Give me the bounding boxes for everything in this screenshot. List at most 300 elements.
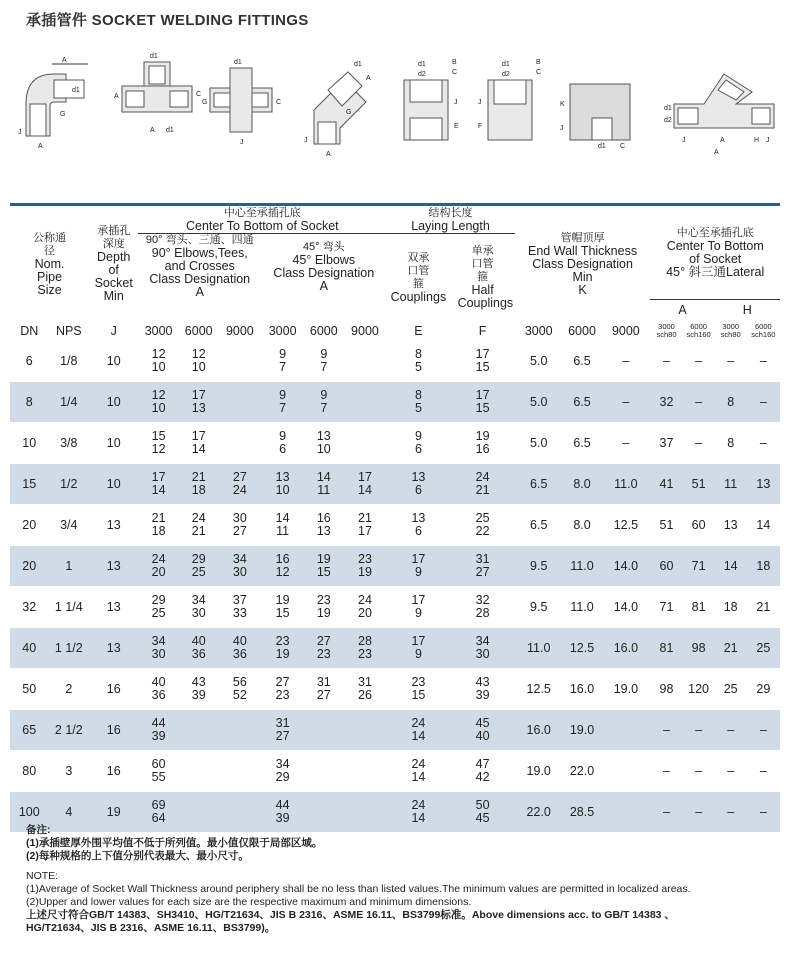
table-row — [10, 505, 780, 546]
elbow45-cell — [261, 751, 304, 792]
elbow45-cell-min: 11 — [276, 524, 290, 538]
elbow45-cell-min: 19 — [358, 565, 372, 579]
lateral-a-cell: – — [683, 751, 715, 792]
elbow45-cell-max: 21 — [358, 511, 372, 525]
lateral-a-cell: – — [650, 341, 682, 382]
svg-text:A: A — [720, 137, 725, 144]
elbow45-cell-max: 9 — [320, 388, 328, 402]
lateral-a-cell: 81 — [683, 587, 715, 628]
lateral-h-cell: – — [747, 423, 780, 464]
half-coupling-cell-max: 43 — [475, 675, 490, 689]
coupling-cell — [386, 710, 450, 751]
elbow90-cell-min: 14 — [191, 442, 206, 456]
coupling-cell-max: 17 — [411, 634, 426, 648]
cap-thickness-cell: 14.0 — [601, 546, 650, 587]
depth-cell: 16 — [89, 751, 138, 792]
lateral-h-header: H — [742, 302, 752, 317]
svg-text:A: A — [38, 143, 43, 150]
elbow90-cell-max: 12 — [151, 388, 166, 402]
depth-cell: 13 — [89, 628, 138, 669]
cap-thickness-cell: 16.0 — [601, 628, 650, 669]
elbow90-cell-min: 25 — [191, 565, 206, 579]
note-en-1: (1)Average of Socket Wall Thickness around periphery shall be no less than listed values.The minimum values are permitted in localized areas. — [26, 883, 691, 895]
nom-size-header: 公称通径 Nom. Pipe Size — [33, 231, 67, 297]
elbow45-cell — [304, 464, 344, 505]
elbow90-cell — [218, 546, 261, 587]
coupling-cell-max: 24 — [411, 716, 426, 730]
elbow45-cell — [344, 464, 387, 505]
svg-text:A: A — [62, 57, 67, 64]
half-coupling-cell-max: 17 — [475, 347, 490, 361]
lateral-a-cell: 120 — [683, 669, 715, 710]
svg-text:d2: d2 — [502, 71, 510, 78]
cap-thickness-cell: 11.0 — [563, 546, 601, 587]
half-coupling-cell-min: 16 — [475, 442, 490, 456]
elbow90-cell — [138, 587, 179, 628]
elbow90-cell-max: 34 — [232, 552, 247, 566]
elbow45-cell — [304, 587, 344, 628]
elbow90-cell — [138, 341, 179, 382]
cap-thickness-cell: 6.5 — [515, 464, 563, 505]
elbow45-cell — [304, 628, 344, 669]
elbow90-cell-max: 24 — [191, 511, 206, 525]
elbow45-cell-max: 19 — [275, 593, 290, 607]
lateral-h-cell: – — [715, 710, 747, 751]
elbow90-cell — [218, 669, 261, 710]
elbow45-cell — [304, 423, 344, 464]
table-row — [10, 464, 780, 505]
svg-text:J: J — [766, 137, 770, 144]
cap-thickness-cell: 6.5 — [563, 341, 601, 382]
coupling-cell-max: 23 — [411, 675, 426, 689]
lateral-h-cell: 25 — [747, 628, 780, 669]
coupling-cell-min: 15 — [411, 688, 426, 702]
svg-text:d2: d2 — [418, 71, 426, 78]
elbow90-cell-max: 40 — [191, 634, 206, 648]
svg-text:A: A — [114, 93, 119, 100]
cap-thickness-cell: 5.0 — [515, 382, 563, 423]
elbow45-cell-max: 9 — [320, 347, 328, 361]
half-coupling-cell — [451, 464, 515, 505]
svg-text:A: A — [326, 151, 331, 158]
elbow45-cell-min: 10 — [275, 483, 290, 497]
elbow45-cell — [344, 382, 387, 423]
half-coupling-cell — [451, 710, 515, 751]
cap-thickness-cell: 8.0 — [563, 505, 601, 546]
elbow45-cell — [261, 464, 304, 505]
elbow90-cell — [179, 382, 219, 423]
nps-cell: 1 1/2 — [48, 628, 89, 669]
elbow90-cell — [179, 751, 219, 792]
elbow90-cell-max: 60 — [151, 757, 166, 771]
depth-cell: 16 — [89, 710, 138, 751]
elbow45-cell — [304, 505, 344, 546]
lateral-a-cell: – — [683, 341, 715, 382]
half-couplings-header: 单承口管箍 Half Couplings — [457, 245, 514, 310]
elbow45-cell-min: 13 — [316, 524, 331, 538]
elbow90-cell-min: 13 — [191, 401, 206, 415]
elbow90-cell-max: 21 — [191, 470, 206, 484]
svg-text:J: J — [478, 99, 482, 106]
elbow90-cell-max: 15 — [151, 429, 166, 443]
svg-text:J: J — [454, 99, 458, 106]
elbow90-cell-min: 30 — [191, 606, 206, 620]
elbow90-cell — [179, 628, 219, 669]
elbow45-cell-min: 23 — [358, 647, 372, 661]
standards-line-2: HG/T21634、JIS B 2316、ASME 16.11、BS3799)。 — [26, 922, 276, 934]
dn-cell: 40 — [10, 628, 48, 669]
elbow90-cell-min: 14 — [151, 483, 166, 497]
elbow90-cell-min: 21 — [191, 524, 206, 538]
svg-text:A: A — [366, 75, 371, 82]
svg-text:d1: d1 — [166, 127, 174, 134]
nps-cell: 2 — [48, 669, 89, 710]
depth-cell: 13 — [89, 546, 138, 587]
coupling-cell-max: 13 — [411, 511, 426, 525]
elbow90-cell — [218, 628, 261, 669]
coupling-cell — [386, 382, 450, 423]
lateral-h-cell: – — [747, 382, 780, 423]
lateral-h-cell: 13 — [747, 464, 780, 505]
elbow45-cell-max: 16 — [275, 552, 290, 566]
tee-drawing — [114, 53, 201, 134]
nps-cell: 1/2 — [48, 464, 89, 505]
elbow45-cell-max: 23 — [316, 593, 331, 607]
elbow45-cell-max: 23 — [358, 552, 372, 566]
dn-cell: 8 — [10, 382, 48, 423]
elbow90-cell — [138, 628, 179, 669]
coupling-cell-min: 6 — [414, 483, 422, 497]
elbow45-cell — [261, 710, 304, 751]
svg-text:C: C — [276, 99, 282, 106]
fitting-drawings — [14, 44, 779, 174]
lateral-a-cell: – — [650, 751, 682, 792]
center-header: 中心至承插孔底 Center To Bottom of Socket — [138, 207, 386, 234]
coupling-cell — [386, 669, 450, 710]
cap-thickness-cell: 19.0 — [515, 751, 563, 792]
half-coupling-cell — [451, 505, 515, 546]
elbow90-cell-max: 43 — [191, 675, 206, 689]
elbow90-header: 90° 弯头、三通、四通 90° Elbows,Tees, and Crosses Class Designation A — [145, 234, 254, 299]
elbow90-cell — [179, 464, 219, 505]
lateral-a-cell: – — [683, 423, 715, 464]
half-coupling-cell-min: 28 — [475, 606, 490, 620]
dn-cell: 80 — [10, 751, 48, 792]
half-coupling-cell-min: 22 — [475, 524, 490, 538]
elbow90-cell — [218, 587, 261, 628]
svg-text:B: B — [452, 59, 457, 66]
coupling-cell-min: 9 — [414, 565, 422, 579]
elbow45-cell-max: 14 — [316, 470, 331, 484]
svg-text:d2: d2 — [664, 117, 672, 124]
elbow45-cell-min: 12 — [275, 565, 290, 579]
elbow45-cell-max: 28 — [358, 634, 372, 648]
elbow45-cell — [344, 710, 387, 751]
elbow45-cell-max: 31 — [358, 675, 372, 689]
elbow45-cell — [344, 669, 387, 710]
half-coupling-cell-max: 31 — [475, 552, 490, 566]
coupling-cell-max: 8 — [414, 347, 422, 361]
elbow45-cell-min: 6 — [279, 442, 287, 456]
depth-cell: 10 — [89, 464, 138, 505]
half-coupling-cell — [451, 341, 515, 382]
elbow45-cell-min: 19 — [275, 647, 290, 661]
elbow45-cell-min: 15 — [275, 606, 290, 620]
elbow45-cell — [344, 587, 387, 628]
half-coupling-cell — [451, 751, 515, 792]
elbow90-cell-min: 18 — [191, 483, 206, 497]
cap-thickness-cell: 8.0 — [563, 464, 601, 505]
svg-text:d1: d1 — [502, 61, 510, 68]
couplings-header: 双承口管箍 Couplings — [390, 251, 447, 304]
table-row — [10, 669, 780, 710]
cap-thickness-cell: 16.0 — [515, 710, 563, 751]
coupling-cell-min: 9 — [414, 647, 422, 661]
elbow90-cell-min: 36 — [191, 647, 206, 661]
elbow45-cell — [304, 669, 344, 710]
half-coupling-cell-min: 39 — [475, 688, 490, 702]
cap-thickness-cell: 12.5 — [515, 669, 563, 710]
nps-cell: 1 — [48, 546, 89, 587]
dn-cell: 20 — [10, 546, 48, 587]
lateral-a-cell: 71 — [650, 587, 682, 628]
elbow45-cell — [304, 710, 344, 751]
cap-thickness-cell: 6.5 — [563, 423, 601, 464]
cap-thickness-cell: 9.5 — [515, 546, 563, 587]
elbow90-cell-max: 34 — [151, 634, 166, 648]
lateral-a-cell: 60 — [650, 546, 682, 587]
elbow90-cell-max: 29 — [191, 552, 206, 566]
svg-text:A: A — [150, 127, 155, 134]
cap-thickness-cell: 16.0 — [563, 669, 601, 710]
elbow45-cell-max: 34 — [275, 757, 290, 771]
table-row — [10, 546, 780, 587]
svg-text:d1: d1 — [72, 87, 80, 94]
elbow45-cell-max: 9 — [279, 429, 287, 443]
elbow45-cell-max: 14 — [275, 511, 290, 525]
dn-cell: 6 — [10, 341, 48, 382]
elbow90-cell — [218, 382, 261, 423]
fittings-table — [10, 207, 780, 833]
depth-cell: 19 — [89, 792, 138, 833]
coupling-cell — [386, 505, 450, 546]
elbow90-cell-max: 44 — [151, 716, 166, 730]
lateral-a-cell: 81 — [650, 628, 682, 669]
elbow90-cell — [138, 546, 179, 587]
coupling-cell-min: 6 — [414, 442, 422, 456]
nps-cell: 1 1/4 — [48, 587, 89, 628]
elbow90-cell — [179, 423, 219, 464]
table-row — [10, 341, 780, 382]
lateral-a-header: A — [678, 302, 687, 317]
elbow45-cell — [261, 669, 304, 710]
svg-text:J: J — [240, 139, 244, 146]
lateral-a-cell: 60 — [683, 505, 715, 546]
cap-thickness-cell: 6.5 — [515, 505, 563, 546]
table-top-rule — [10, 203, 780, 206]
half-coupling-cell-min: 27 — [475, 565, 490, 579]
lateral-a-cell: 98 — [683, 628, 715, 669]
elbow90-cell-max: 69 — [151, 798, 166, 812]
half-coupling-cell-max: 17 — [475, 388, 490, 402]
elbow45-cell-max: 44 — [275, 798, 290, 812]
coupling-cell-min: 14 — [411, 811, 426, 825]
elbow45-cell — [304, 546, 344, 587]
coupling-cell — [386, 464, 450, 505]
elbow90-cell — [138, 464, 179, 505]
elbow90-cell — [218, 751, 261, 792]
coupling-cell-max: 13 — [411, 470, 426, 484]
cap-thickness-header: 管帽顶厚 End Wall Thickness Class Designation Min K — [528, 231, 638, 297]
dn-cell: 20 — [10, 505, 48, 546]
lateral-h-cell: – — [747, 341, 780, 382]
svg-text:d1: d1 — [150, 53, 158, 60]
elbow45-cell-max: 13 — [316, 429, 331, 443]
lateral-a-cell: 98 — [650, 669, 682, 710]
lateral-h-cell: 21 — [715, 628, 747, 669]
elbow90-cell — [179, 710, 219, 751]
coupling-cell-max: 8 — [414, 388, 422, 402]
elbow45-cell-min: 27 — [275, 729, 290, 743]
svg-text:K: K — [560, 101, 565, 108]
elbow45-cell-min: 7 — [279, 401, 287, 415]
nps-cell: 3/4 — [48, 505, 89, 546]
lateral-h-cell: 14 — [715, 546, 747, 587]
cap-thickness-cell: 11.0 — [563, 587, 601, 628]
elbow45-cell — [261, 505, 304, 546]
nps-cell: 3 — [48, 751, 89, 792]
cap-thickness-cell: 14.0 — [601, 587, 650, 628]
elbow90-cell — [179, 546, 219, 587]
lateral-a-cell: 71 — [683, 546, 715, 587]
elbow45-cell-max: 27 — [275, 675, 290, 689]
coupling-cell-min: 5 — [414, 360, 422, 374]
elbow45-cell-max: 27 — [316, 634, 331, 648]
elbow90-cell-min: 64 — [151, 811, 166, 825]
elbow45-cell-min: 14 — [358, 483, 372, 497]
elbow90-cell-max: 17 — [191, 429, 206, 443]
lateral-a-cell: – — [683, 792, 715, 833]
elbow90-cell-max: 17 — [191, 388, 206, 402]
elbow45-cell-max: 24 — [358, 593, 372, 607]
table-row — [10, 587, 780, 628]
elbow90-cell-max: 29 — [151, 593, 166, 607]
lateral-h-cell: 18 — [747, 546, 780, 587]
notes-zh-heading: 备注: — [26, 824, 51, 836]
elbow90-cell-min: 25 — [151, 606, 166, 620]
table-row — [10, 710, 780, 751]
lateral-h-cell: – — [715, 751, 747, 792]
nps-cell: 1/8 — [48, 341, 89, 382]
elbow45-cell-max: 19 — [316, 552, 331, 566]
table-row — [10, 382, 780, 423]
lateral-h-cell: 25 — [715, 669, 747, 710]
elbow90-cell-min: 12 — [151, 442, 166, 456]
lateral-a-cell: – — [650, 792, 682, 833]
elbow90-cell-max: 34 — [191, 593, 206, 607]
elbow45-cell — [261, 546, 304, 587]
note-en-2: (2)Upper and lower values for each size are the respective maximum and minimum dimensions. — [26, 896, 472, 908]
svg-text:H: H — [754, 137, 760, 144]
coupling-cell-max: 9 — [414, 429, 422, 443]
elbow45-cell-min: 10 — [316, 442, 331, 456]
elbow45-cell — [304, 382, 344, 423]
cap-thickness-cell: 11.0 — [515, 628, 563, 669]
half-coupling-cell-max: 19 — [475, 429, 490, 443]
lateral-a-cell: 51 — [683, 464, 715, 505]
laying-length-header: 结构长度 Laying Length — [386, 207, 514, 234]
elbow45-cell — [344, 628, 387, 669]
half-coupling-cell-min: 45 — [475, 811, 490, 825]
svg-text:B: B — [536, 59, 541, 66]
elbow90-cell-min: 39 — [191, 688, 206, 702]
elbow45-header: 45° 弯头 45° Elbows Class Designation A — [273, 240, 375, 293]
elbow45-cell — [304, 751, 344, 792]
elbow45-cell-min: 27 — [316, 688, 331, 702]
lateral-a-cell: – — [683, 382, 715, 423]
coupling-drawing — [404, 59, 459, 140]
elbow90-cell-min: 10 — [151, 401, 166, 415]
elbow90-cell-max: 21 — [151, 511, 166, 525]
half-coupling-cell-min: 40 — [475, 729, 490, 743]
note-zh-1: (1)承插壁厚外围平均值不低于所列值。最小值仅限于局部区域。 — [26, 837, 323, 849]
depth-cell: 10 — [89, 423, 138, 464]
svg-text:J: J — [18, 129, 22, 136]
coupling-cell — [386, 587, 450, 628]
elbow45-cell — [261, 628, 304, 669]
lateral-a-cell: 32 — [650, 382, 682, 423]
half-coupling-cell-min: 21 — [475, 483, 490, 497]
cap-thickness-cell: 22.0 — [515, 792, 563, 833]
svg-text:J: J — [304, 137, 308, 144]
svg-text:J: J — [682, 137, 686, 144]
lateral-h-cell: – — [747, 792, 780, 833]
elbow90-cell — [179, 341, 219, 382]
elbow-45-drawing — [304, 61, 371, 158]
elbow90-cell-max: 12 — [151, 347, 166, 361]
half-coupling-cell — [451, 546, 515, 587]
lateral-h-cell: – — [715, 341, 747, 382]
half-coupling-drawing — [478, 59, 541, 140]
coupling-cell-min: 14 — [411, 770, 426, 784]
half-coupling-cell — [451, 628, 515, 669]
half-coupling-cell-max: 34 — [475, 634, 490, 648]
lateral-h-cell: 29 — [747, 669, 780, 710]
nps-cell: 4 — [48, 792, 89, 833]
elbow90-cell-min: 20 — [151, 565, 166, 579]
half-coupling-cell-max: 24 — [475, 470, 490, 484]
elbow45-cell-max: 31 — [275, 716, 290, 730]
elbow45-cell-min: 17 — [358, 524, 372, 538]
elbow45-cell — [344, 423, 387, 464]
elbow90-cell-max: 40 — [151, 675, 166, 689]
svg-text:d1: d1 — [354, 61, 362, 68]
cap-thickness-cell: 6.5 — [563, 382, 601, 423]
elbow45-cell-max: 23 — [275, 634, 290, 648]
elbow45-cell — [261, 341, 304, 382]
elbow45-cell — [261, 423, 304, 464]
elbow90-cell-max: 24 — [151, 552, 166, 566]
elbow45-cell — [344, 751, 387, 792]
cap-thickness-cell: 19.0 — [563, 710, 601, 751]
half-coupling-cell-max: 50 — [475, 798, 490, 812]
svg-text:E: E — [454, 123, 459, 130]
elbow90-cell — [138, 382, 179, 423]
elbow90-cell — [179, 505, 219, 546]
elbow90-cell-min: 55 — [151, 770, 166, 784]
elbow90-cell-max: 27 — [232, 470, 247, 484]
cap-thickness-cell: 11.0 — [601, 464, 650, 505]
